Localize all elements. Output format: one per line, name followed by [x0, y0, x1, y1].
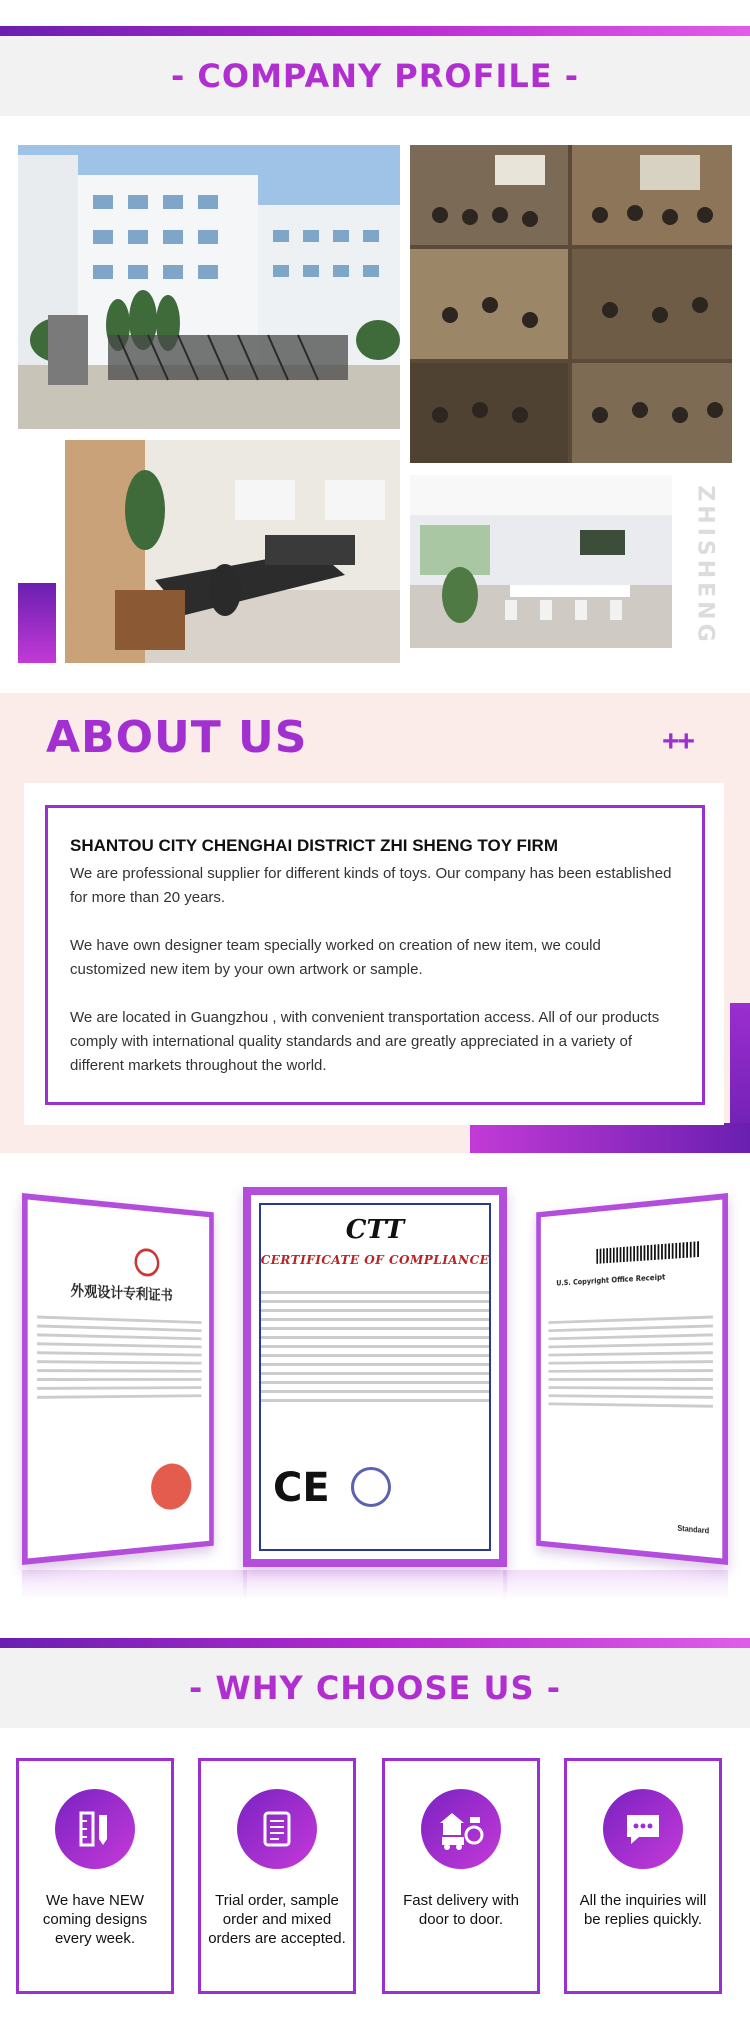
about-paragraph-2: We have own designer team specially worked on creation of new item, we could customized new item by your own artwork or sample.	[70, 937, 601, 978]
feature-card-orders	[198, 1758, 356, 1994]
design-patent-certificate	[22, 1193, 214, 1565]
receipt-table-lines	[541, 1309, 722, 1414]
patent-certificate-title: 外观设计专利证书	[70, 1281, 173, 1304]
about-paragraph-3: We are located in Guangzhou , with convenient transportation access. All of our products comply with international quality standards and are greatly appreciated in a variety of different markets throughout the world.	[70, 1009, 660, 1074]
chat-bubble-icon	[603, 1789, 683, 1869]
red-seal-icon	[151, 1463, 191, 1512]
company-name: SHANTOU CITY CHENGHAI DISTRICT ZHI SHENG TOY FIRM	[70, 836, 558, 855]
factory-building-photo	[18, 145, 400, 429]
feature-card-inquiries	[564, 1758, 722, 1994]
patent-text-lines	[28, 1309, 209, 1405]
open-office-photo	[410, 475, 672, 648]
about-bottom-accent	[470, 1123, 750, 1153]
profile-header-band	[0, 36, 750, 116]
feature-text-inquiries: All the inquiries will be replies quickly.	[579, 1892, 707, 1928]
copyright-receipt-certificate	[536, 1193, 728, 1565]
feature-card-delivery	[382, 1758, 540, 1994]
design-tools-icon	[55, 1789, 135, 1869]
left-accent-block	[18, 583, 56, 663]
left-certificate-reflection	[22, 1570, 247, 1600]
copyright-receipt-title: U.S. Copyright Office Receipt	[556, 1272, 666, 1288]
company-profile-title: - COMPANY PROFILE -	[170, 57, 580, 95]
vertical-brand-text	[690, 484, 720, 646]
team-training-collage	[410, 145, 732, 463]
feature-text-new-designs: We have NEW coming designs every week.	[42, 1892, 148, 1947]
center-certificate-reflection	[243, 1570, 507, 1600]
compliance-certificate-title: CERTIFICATE OF COMPLIANCE	[260, 1253, 490, 1267]
ctt-logo: CTT	[345, 1215, 405, 1245]
feature-text-orders: Trial order, sample order and mixed orders are accepted.	[208, 1892, 346, 1947]
decorative-plus-signs: ++	[662, 725, 694, 758]
about-paragraph-1: We are professional supplier for different kinds of toys. Our company has been established for more than 20 years.	[70, 865, 672, 906]
about-us-title: ABOUT US	[46, 712, 308, 763]
patent-emblem-icon	[135, 1248, 160, 1278]
right-certificate-reflection	[503, 1570, 728, 1600]
document-scroll-icon	[237, 1789, 317, 1869]
barcode-icon	[596, 1241, 700, 1264]
feature-card-new-designs	[16, 1758, 174, 1994]
ctt-compliance-certificate	[243, 1187, 507, 1567]
home-delivery-icon	[421, 1789, 501, 1869]
about-card-content	[45, 805, 705, 1105]
certification-seal-icon	[351, 1467, 391, 1507]
ce-mark-icon: CE	[273, 1465, 330, 1511]
profile-top-bar	[0, 26, 750, 36]
feature-text-delivery: Fast delivery with door to door.	[403, 1892, 519, 1928]
why-header-band	[0, 1648, 750, 1728]
brand-name: ZHISHENG	[692, 484, 718, 646]
why-choose-us-title: - WHY CHOOSE US -	[189, 1669, 561, 1707]
why-top-bar	[0, 1638, 750, 1648]
receipt-standard-label: Standard	[677, 1523, 710, 1536]
certificate-text-lines	[251, 1285, 499, 1408]
office-interior-photo	[65, 440, 400, 663]
